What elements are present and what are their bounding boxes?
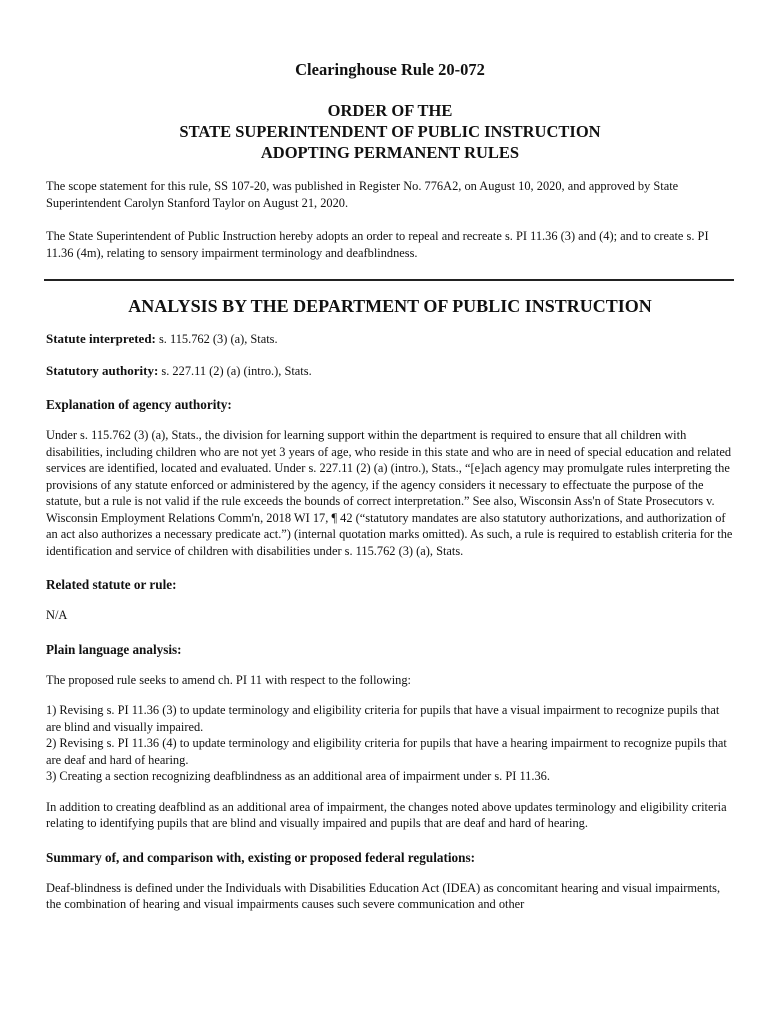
list-item: 3) Creating a section recognizing deafblindness as an additional area of impairment under s. PI 11.36. xyxy=(46,769,550,783)
federal-regulations-heading: Summary of, and comparison with, existing or proposed federal regulations: xyxy=(46,849,475,865)
document-page xyxy=(46,60,734,913)
order-title-line-3: ADOPTING PERMANENT RULES xyxy=(260,143,520,162)
list-item: 1) Revising s. PI 11.36 (3) to update terminology and eligibility criteria for pupils that have a visual impairment to recognize pupils that are blind and visually impaired. xyxy=(46,703,720,734)
statute-interpreted-label: Statute interpreted: xyxy=(46,331,156,346)
section-divider xyxy=(44,279,734,281)
explanation-heading: Explanation of agency authority: xyxy=(46,397,232,412)
list-item: 2) Revising s. PI 11.36 (4) to update terminology and eligibility criteria for pupils that have a hearing impairment to recognize pupils that are deaf and hard of hearing. xyxy=(46,736,727,767)
order-title-line-2: STATE SUPERINTENDENT OF PUBLIC INSTRUCTION xyxy=(179,122,601,141)
plain-language-intro: The proposed rule seeks to amend ch. PI 11 with respect to the following: xyxy=(46,672,411,687)
explanation-paragraph: Under s. 115.762 (3) (a), Stats., the division for learning support within the department is required to ensure that all children with disabilities, including children who are not yet 3 years of age, who reside in this state and who are in need of special education and related services are identified, located and evaluated. Under s. 227.11 (2) (a) (intro.), Stats., “[e]ach agency may promulgate rules interpreting the provisions of any statute enforced or administered by the agency, if the agency considers it necessary to effectuate the purpose of the statute, but a rule is not valid if the rule exceeds the bounds of correct interpretation.” See also, Wisconsin Ass'n of State Prosecutors v. Wisconsin Employment Relations Comm'n, 2018 WI 17, ¶ 42 (“statutory mandates are also statutory authorizations, and authorization of an act also authorizes a necessary predicate act.”) (internal quotation marks omitted). As such, a rule is required to establish criteria for the identification and service of children with disabilities under s. 115.762 (3) (a), Stats. xyxy=(46,428,733,558)
statutory-authority-row xyxy=(46,363,734,379)
plain-language-addition: In addition to creating deafblind as an additional area of impairment, the changes noted above updates terminology and eligibility criteria relating to identifying pupils that are blind and visually impaired and pupils that are deaf and hard of hearing. xyxy=(46,799,727,830)
statute-interpreted-value: s. 115.762 (3) (a), Stats. xyxy=(158,332,278,346)
plain-language-list xyxy=(46,702,734,785)
adoption-paragraph: The State Superintendent of Public Instruction hereby adopts an order to repeal and recreate s. PI 11.36 (3) and (4); and to create s. PI 11.36 (4m), relating to sensory impairment terminology and deafblindness. xyxy=(46,229,709,260)
statutory-authority-value: s. 227.11 (2) (a) (intro.), Stats. xyxy=(161,364,312,378)
clearinghouse-rule-number: Clearinghouse Rule 20-072 xyxy=(295,60,485,79)
federal-regulations-paragraph: Deaf-blindness is defined under the Individuals with Disabilities Education Act (IDEA) as concomitant hearing and visual impairments, the combination of hearing and visual impairments causes such severe communication and other xyxy=(46,880,721,911)
statute-interpreted-row xyxy=(46,331,734,347)
related-statute-heading: Related statute or rule: xyxy=(46,577,177,592)
plain-language-heading: Plain language analysis: xyxy=(46,641,182,657)
order-title xyxy=(46,100,734,163)
related-statute-text: N/A xyxy=(46,608,68,622)
analysis-heading: ANALYSIS BY THE DEPARTMENT OF PUBLIC INSTRUCTION xyxy=(128,296,652,316)
order-title-line-1: ORDER OF THE xyxy=(327,101,453,120)
statutory-authority-label: Statutory authority: xyxy=(46,363,159,378)
scope-statement-paragraph: The scope statement for this rule, SS 107-20, was published in Register No. 776A2, on August 10, 2020, and approved by State Superintendent Carolyn Stanford Taylor on August 21, 2020. xyxy=(46,179,679,210)
